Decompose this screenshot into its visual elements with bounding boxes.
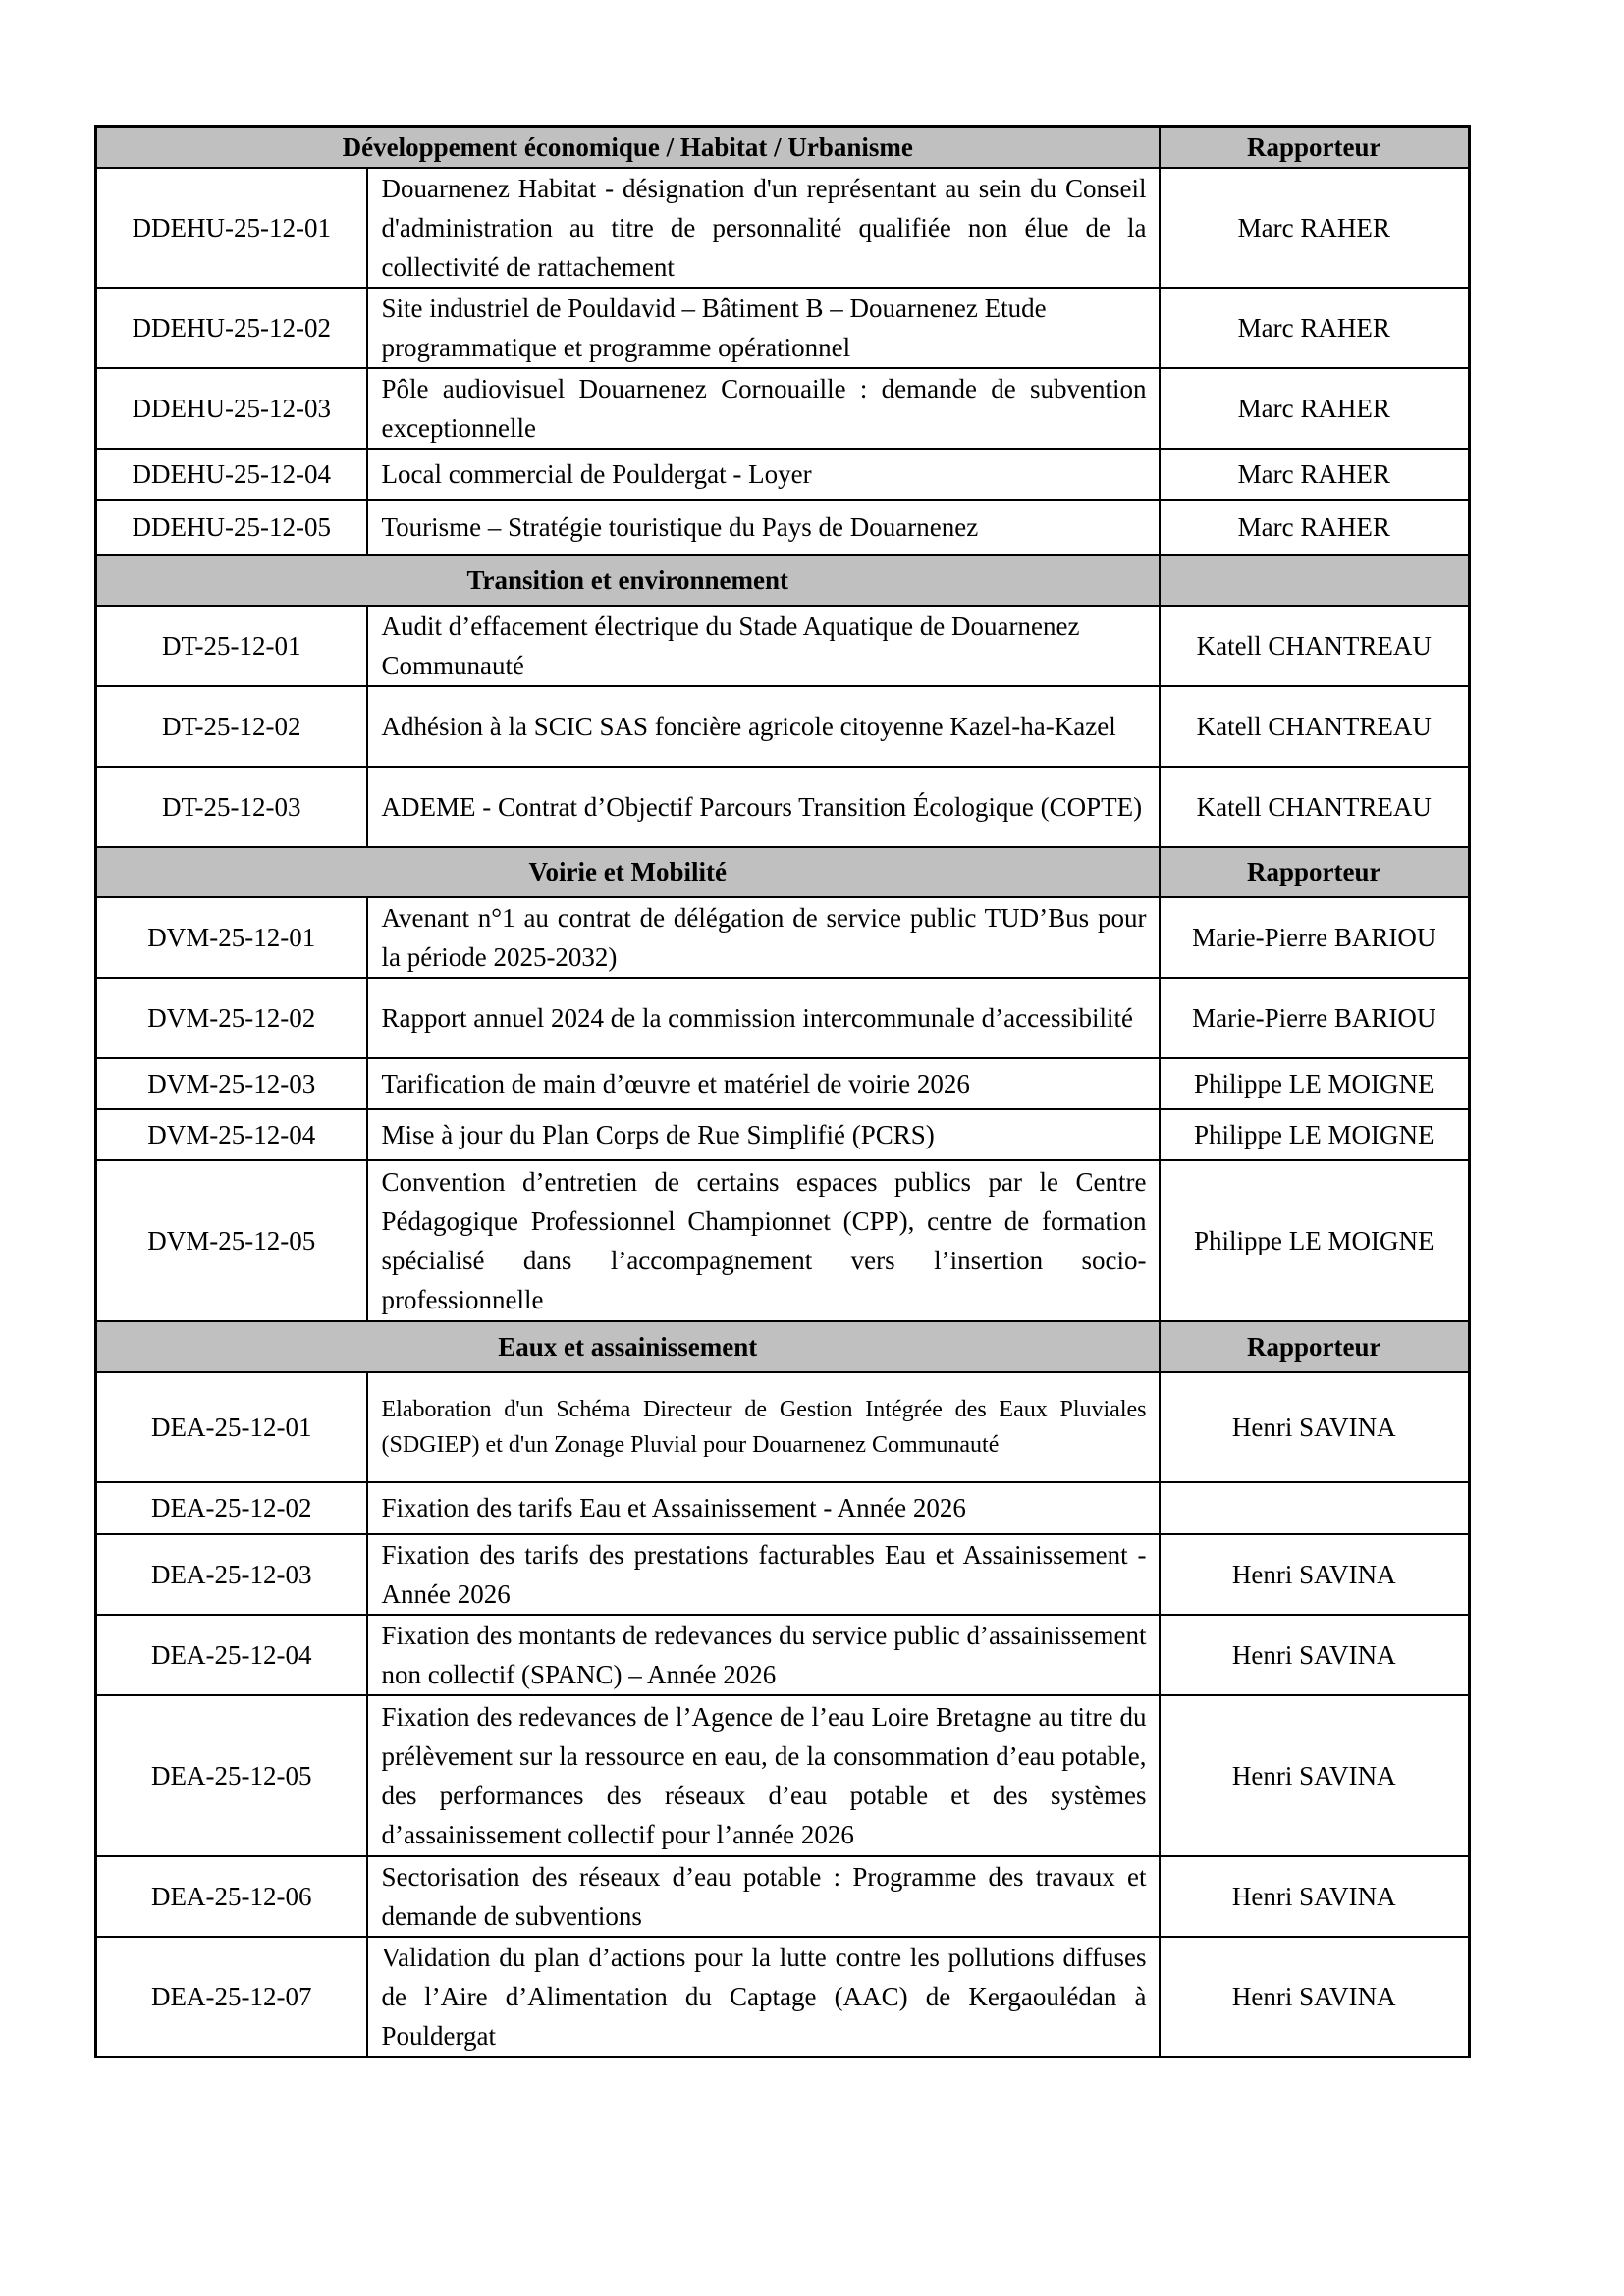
item-code: DT-25-12-01	[96, 606, 367, 686]
item-description: Audit d’effacement électrique du Stade Aquatique de Douarnenez Communauté	[367, 606, 1160, 686]
item-rapporteur	[1160, 1482, 1470, 1534]
item-description: Tourisme – Stratégie touristique du Pays de Douarnenez	[367, 500, 1160, 555]
section-title: Eaux et assainissement	[96, 1321, 1160, 1372]
item-rapporteur: Henri SAVINA	[1160, 1615, 1470, 1695]
item-code: DDEHU-25-12-05	[96, 500, 367, 555]
item-code: DEA-25-12-01	[96, 1372, 367, 1482]
table-row	[96, 288, 1470, 368]
item-code: DEA-25-12-03	[96, 1534, 367, 1615]
table-row	[96, 500, 1470, 555]
item-code: DEA-25-12-07	[96, 1937, 367, 2057]
item-rapporteur: Marc RAHER	[1160, 168, 1470, 288]
section-header	[96, 555, 1470, 606]
item-rapporteur: Marie-Pierre BARIOU	[1160, 897, 1470, 978]
item-rapporteur: Katell CHANTREAU	[1160, 606, 1470, 686]
table-row	[96, 1372, 1470, 1482]
table-row	[96, 368, 1470, 449]
item-description: Fixation des redevances de l’Agence de l’eau Loire Bretagne au titre du prélèvement sur la ressource en eau, de la consommation d’eau potable, des performances des réseaux d’eau potable et des systèmes d’assainissement collectif pour l’année 2026	[367, 1695, 1160, 1856]
section-title: Voirie et Mobilité	[96, 847, 1160, 897]
item-rapporteur: Katell CHANTREAU	[1160, 767, 1470, 847]
item-rapporteur: Philippe LE MOIGNE	[1160, 1160, 1470, 1321]
item-code: DT-25-12-02	[96, 686, 367, 767]
item-description: Elaboration d'un Schéma Directeur de Gestion Intégrée des Eaux Pluviales (SDGIEP) et d'un Zonage Pluvial pour Douarnenez Communauté	[367, 1372, 1160, 1482]
item-rapporteur: Philippe LE MOIGNE	[1160, 1058, 1470, 1109]
item-rapporteur: Philippe LE MOIGNE	[1160, 1109, 1470, 1160]
item-code: DDEHU-25-12-03	[96, 368, 367, 449]
item-rapporteur: Henri SAVINA	[1160, 1372, 1470, 1482]
item-description: Douarnenez Habitat - désignation d'un représentant au sein du Conseil d'administration au titre de personnalité qualifiée non élue de la collectivité de rattachement	[367, 168, 1160, 288]
table-row	[96, 1534, 1470, 1615]
table-row	[96, 168, 1470, 288]
table-row	[96, 1695, 1470, 1856]
item-rapporteur: Marc RAHER	[1160, 288, 1470, 368]
section-header	[96, 847, 1470, 897]
item-code: DVM-25-12-04	[96, 1109, 367, 1160]
item-code: DVM-25-12-05	[96, 1160, 367, 1321]
table-row	[96, 897, 1470, 978]
section-title: Transition et environnement	[96, 555, 1160, 606]
item-description: Rapport annuel 2024 de la commission intercommunale d’accessibilité	[367, 978, 1160, 1058]
item-rapporteur: Marc RAHER	[1160, 449, 1470, 500]
agenda-table	[94, 125, 1471, 2058]
item-rapporteur: Marie-Pierre BARIOU	[1160, 978, 1470, 1058]
item-description: Sectorisation des réseaux d’eau potable : Programme des travaux et demande de subventions	[367, 1856, 1160, 1937]
table-row	[96, 1615, 1470, 1695]
rapporteur-header: Rapporteur	[1160, 1321, 1470, 1372]
item-description: Fixation des montants de redevances du service public d’assainissement non collectif (SPANC) – Année 2026	[367, 1615, 1160, 1695]
item-rapporteur: Henri SAVINA	[1160, 1856, 1470, 1937]
item-description: Tarification de main d’œuvre et matériel de voirie 2026	[367, 1058, 1160, 1109]
item-description: Fixation des tarifs Eau et Assainissement - Année 2026	[367, 1482, 1160, 1534]
section-title: Développement économique / Habitat / Urbanisme	[96, 127, 1160, 168]
item-code: DEA-25-12-06	[96, 1856, 367, 1937]
item-description: Fixation des tarifs des prestations facturables Eau et Assainissement - Année 2026	[367, 1534, 1160, 1615]
item-rapporteur: Henri SAVINA	[1160, 1534, 1470, 1615]
item-rapporteur: Henri SAVINA	[1160, 1695, 1470, 1856]
item-description: Local commercial de Pouldergat - Loyer	[367, 449, 1160, 500]
section-header	[96, 127, 1470, 168]
item-description: Validation du plan d’actions pour la lutte contre les pollutions diffuses de l’Aire d’Alimentation du Captage (AAC) de Kergaoulédan à Pouldergat	[367, 1937, 1160, 2057]
table-row	[96, 686, 1470, 767]
table-row	[96, 1856, 1470, 1937]
item-rapporteur: Marc RAHER	[1160, 500, 1470, 555]
item-rapporteur: Henri SAVINA	[1160, 1937, 1470, 2057]
item-code: DEA-25-12-05	[96, 1695, 367, 1856]
table-row	[96, 606, 1470, 686]
table-row	[96, 1058, 1470, 1109]
item-code: DVM-25-12-02	[96, 978, 367, 1058]
section-header	[96, 1321, 1470, 1372]
table-row	[96, 449, 1470, 500]
item-code: DEA-25-12-02	[96, 1482, 367, 1534]
item-description: Mise à jour du Plan Corps de Rue Simplifié (PCRS)	[367, 1109, 1160, 1160]
item-description: Convention d’entretien de certains espaces publics par le Centre Pédagogique Professionnel Championnet (CPP), centre de formation spécialisé dans l’accompagnement vers l’insertion socio-professionnelle	[367, 1160, 1160, 1321]
table-row	[96, 1109, 1470, 1160]
item-code: DEA-25-12-04	[96, 1615, 367, 1695]
item-description: ADEME - Contrat d’Objectif Parcours Transition Écologique (COPTE)	[367, 767, 1160, 847]
rapporteur-header: Rapporteur	[1160, 847, 1470, 897]
item-description: Site industriel de Pouldavid – Bâtiment B – Douarnenez Etude programmatique et programme opérationnel	[367, 288, 1160, 368]
item-code: DDEHU-25-12-02	[96, 288, 367, 368]
item-code: DDEHU-25-12-01	[96, 168, 367, 288]
item-description: Adhésion à la SCIC SAS foncière agricole citoyenne Kazel-ha-Kazel	[367, 686, 1160, 767]
item-code: DDEHU-25-12-04	[96, 449, 367, 500]
item-description: Pôle audiovisuel Douarnenez Cornouaille : demande de subvention exceptionnelle	[367, 368, 1160, 449]
table-row	[96, 978, 1470, 1058]
item-code: DT-25-12-03	[96, 767, 367, 847]
table-row	[96, 1160, 1470, 1321]
item-description: Avenant n°1 au contrat de délégation de service public TUD’Bus pour la période 2025-2032)	[367, 897, 1160, 978]
rapporteur-header: Rapporteur	[1160, 127, 1470, 168]
item-code: DVM-25-12-01	[96, 897, 367, 978]
item-rapporteur: Katell CHANTREAU	[1160, 686, 1470, 767]
item-code: DVM-25-12-03	[96, 1058, 367, 1109]
table-row	[96, 1937, 1470, 2057]
table-row	[96, 1482, 1470, 1534]
table-row	[96, 767, 1470, 847]
item-rapporteur: Marc RAHER	[1160, 368, 1470, 449]
rapporteur-header	[1160, 555, 1470, 606]
